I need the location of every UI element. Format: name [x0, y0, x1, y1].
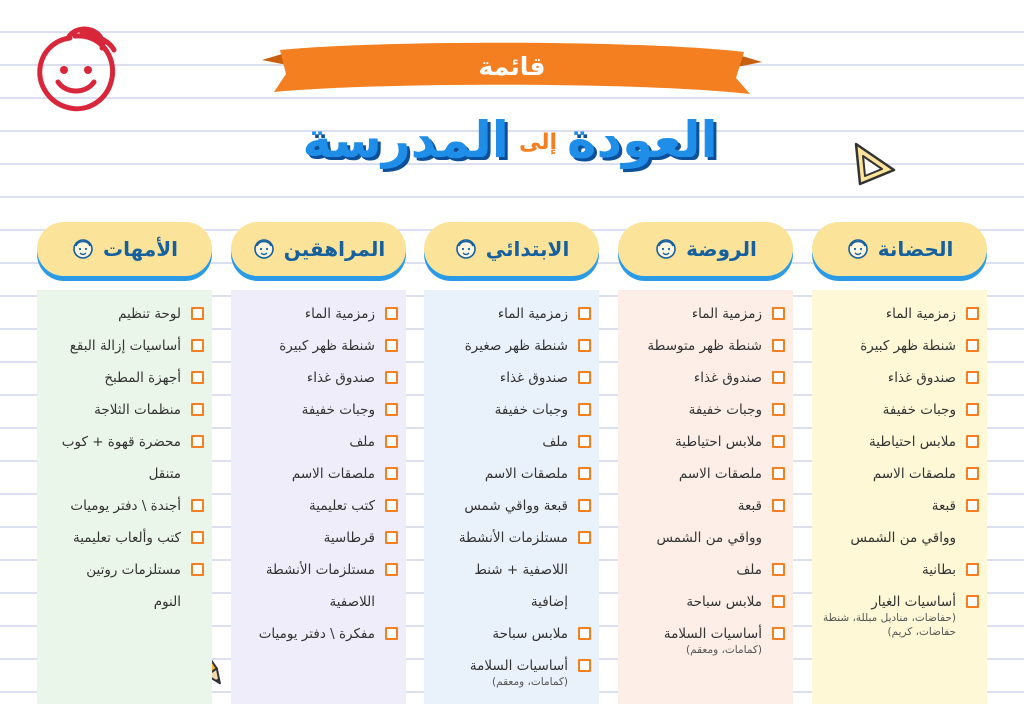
item-text: بطانية [921, 562, 956, 578]
checklist-item[interactable] [818, 490, 979, 522]
checklist-item-label [485, 458, 568, 490]
item-text: شنطة ظهر كبيرة [279, 338, 375, 354]
checklist-item[interactable] [430, 650, 591, 689]
checklist-item[interactable] [430, 618, 591, 650]
checklist-item[interactable] [43, 298, 204, 330]
item-text: شنطة ظهر صغيرة [464, 338, 568, 354]
checklist-panel [37, 290, 212, 704]
checklist-item[interactable] [43, 394, 204, 426]
page-title [200, 100, 820, 180]
item-text: منظمات الثلاجة [94, 402, 181, 418]
checkbox-icon[interactable] [578, 339, 591, 352]
checklist-item[interactable] [430, 362, 591, 394]
checklist-item-label [266, 554, 375, 586]
item-text: أساسيات إزالة البقع [69, 338, 181, 354]
column-title: الحضانة [877, 237, 954, 261]
person-face-icon [654, 237, 678, 261]
checklist-item [430, 554, 591, 586]
checklist-item[interactable] [818, 298, 979, 330]
checklist-item-label [349, 426, 375, 458]
checklist-item[interactable] [430, 426, 591, 458]
checkbox-icon[interactable] [578, 435, 591, 448]
checklist-item-label [664, 618, 762, 657]
checklist-item-label [465, 330, 568, 362]
checklist-item [624, 522, 785, 554]
checkbox-icon[interactable] [966, 339, 979, 352]
item-text: قبعة [931, 498, 956, 514]
item-text: وجبات خفيفة [494, 402, 568, 418]
item-text: زمزمية الماء [691, 306, 762, 322]
checklist-item[interactable] [237, 426, 398, 458]
item-text: مفكرة \ دفتر يوميات [258, 626, 375, 642]
checklist-item[interactable] [624, 330, 785, 362]
checkbox-icon[interactable] [385, 307, 398, 320]
person-face-icon [846, 237, 870, 261]
smiley-logo-icon [30, 26, 120, 116]
checklist-item-label [692, 298, 762, 330]
item-text: زمزمية الماء [885, 306, 956, 322]
item-text: وجبات خفيفة [882, 402, 956, 418]
checkbox-icon[interactable] [772, 595, 785, 608]
checkbox-icon[interactable] [772, 467, 785, 480]
item-text: أجندة \ دفتر يوميات [70, 498, 181, 514]
checkbox-icon[interactable] [966, 403, 979, 416]
item-text: اللاصفية [329, 594, 375, 610]
checklist-item-label [279, 330, 375, 362]
checkbox-icon[interactable] [772, 435, 785, 448]
checklist-item[interactable] [43, 426, 204, 458]
checklist-item[interactable] [624, 618, 785, 657]
person-face-icon [252, 237, 276, 261]
checklist-item[interactable] [818, 458, 979, 490]
checklist-item-label [922, 554, 956, 586]
item-text: قرطاسية [323, 530, 375, 546]
item-text: ملابس سباحة [492, 626, 568, 642]
checklist-item-label [860, 330, 956, 362]
checklist-item-label [886, 298, 956, 330]
checklist-item[interactable] [430, 394, 591, 426]
checklist-item-label [542, 426, 568, 458]
checklist-item[interactable] [237, 618, 398, 650]
checkbox-icon[interactable] [191, 435, 204, 448]
item-text: مستلزمات الأنشطة [265, 562, 375, 578]
item-subtext: (كمامات، ومعقم) [686, 644, 762, 656]
checkbox-icon[interactable] [772, 563, 785, 576]
column-header-mothers [37, 222, 212, 276]
checklist-item[interactable] [624, 298, 785, 330]
checklist-item [43, 586, 204, 618]
title-connector: إلى [518, 129, 557, 155]
checklist-item-label [818, 586, 956, 639]
checklist-item-label [686, 586, 762, 618]
checklist-item-label [154, 586, 181, 618]
checkbox-icon[interactable] [385, 339, 398, 352]
checklist-item[interactable] [818, 586, 979, 639]
checklist-item[interactable] [818, 330, 979, 362]
checkbox-icon[interactable] [385, 627, 398, 640]
checkbox-icon[interactable] [191, 403, 204, 416]
checklist-item-label [888, 362, 956, 394]
item-text: أساسيات السلامة [469, 658, 568, 674]
checklist-item-label [474, 554, 568, 586]
item-text: متنقل [148, 466, 181, 482]
item-text: أجهزة المطبخ [104, 370, 181, 386]
checklist-item-label [324, 522, 375, 554]
checklist-item[interactable] [624, 554, 785, 586]
checklist-item[interactable] [818, 554, 979, 586]
checklist-item[interactable] [624, 490, 785, 522]
checklist-item-label [470, 650, 568, 689]
checklist-item-label [932, 490, 956, 522]
item-text: شنطة ظهر متوسطة [647, 338, 762, 354]
checkbox-icon[interactable] [191, 499, 204, 512]
checklist-item[interactable] [624, 458, 785, 490]
checkbox-icon[interactable] [191, 339, 204, 352]
item-text: صندوق غذاء [499, 370, 568, 386]
item-text: النوم [153, 594, 181, 610]
item-text: قبعة [737, 498, 762, 514]
checkbox-icon[interactable] [966, 499, 979, 512]
checkbox-icon[interactable] [578, 403, 591, 416]
checklist-item [430, 586, 591, 618]
column-header-primary [424, 222, 599, 276]
checklist-item-label [302, 394, 375, 426]
item-text: كتب وألعاب تعليمية [73, 530, 181, 546]
item-text: ملصقات الاسم [678, 466, 762, 482]
checklist-item[interactable] [43, 522, 204, 554]
checklist-item[interactable] [237, 298, 398, 330]
item-text: إضافية [530, 594, 568, 610]
checklist-item-label [70, 330, 181, 362]
checklist-item-label [656, 522, 762, 554]
checklist-panel [424, 290, 599, 704]
checklist-item-label [329, 586, 375, 618]
checklist-item[interactable] [43, 490, 204, 522]
checkbox-icon[interactable] [191, 531, 204, 544]
checklist-item[interactable] [430, 298, 591, 330]
checklist-item-label [464, 490, 568, 522]
item-text: أساسيات السلامة [663, 626, 762, 642]
checkbox-icon[interactable] [385, 467, 398, 480]
item-text: قبعة وواقي شمس [464, 498, 568, 514]
checklist-item-label [305, 298, 375, 330]
item-text: ملف [349, 434, 375, 450]
checkbox-icon[interactable] [385, 499, 398, 512]
checklist-panel [231, 290, 406, 704]
checklist-item-label [86, 554, 181, 586]
checklist-item-label [679, 458, 762, 490]
item-text: صندوق غذاء [887, 370, 956, 386]
item-text: ملابس سباحة [686, 594, 762, 610]
checklist-item[interactable] [818, 362, 979, 394]
item-text: زمزمية الماء [497, 306, 568, 322]
checklist-item[interactable] [624, 586, 785, 618]
item-text: صندوق غذاء [693, 370, 762, 386]
checklist-item-label [675, 426, 762, 458]
checklist-item-label [694, 362, 762, 394]
column-header-teens [231, 222, 406, 276]
item-text: زمزمية الماء [304, 306, 375, 322]
checklist-item [43, 458, 204, 490]
item-text: محضرة قهوة + كوب [61, 434, 181, 450]
checklist-item-label [118, 298, 181, 330]
checkbox-icon[interactable] [772, 627, 785, 640]
checkbox-icon[interactable] [385, 403, 398, 416]
checklist-item-label [500, 362, 568, 394]
checkbox-icon[interactable] [966, 595, 979, 608]
checklist-item-label [307, 362, 375, 394]
item-text: وجبات خفيفة [301, 402, 375, 418]
checklist-panel [618, 290, 793, 704]
checklist-panel [812, 290, 987, 704]
item-text: شنطة ظهر كبيرة [860, 338, 956, 354]
column-title: الابتدائي [485, 237, 570, 261]
item-subtext: (كمامات، ومعقم) [492, 676, 568, 688]
item-text: اللاصفية + شنط [474, 562, 568, 578]
checklist-item-label [869, 426, 956, 458]
checkbox-icon[interactable] [966, 307, 979, 320]
checkbox-icon[interactable] [772, 499, 785, 512]
item-text: ملصقات الاسم [291, 466, 375, 482]
person-face-icon [71, 237, 95, 261]
checkbox-icon[interactable] [966, 371, 979, 384]
checkbox-icon[interactable] [966, 435, 979, 448]
item-text: لوحة تنظيم [118, 306, 181, 322]
item-text: وواقي من الشمس [656, 530, 762, 546]
title-word-school: المدرسة [302, 111, 509, 169]
item-text: مستلزمات الأنشطة [458, 530, 568, 546]
checklist-item[interactable] [818, 426, 979, 458]
item-text: ملصقات الاسم [484, 466, 568, 482]
checklist-item-label [259, 618, 375, 650]
checklist-item[interactable] [237, 458, 398, 490]
checklist-item-label [94, 394, 181, 426]
checklist-item[interactable] [430, 490, 591, 522]
item-text: أساسيات الغيار [871, 594, 956, 610]
triangle-ruler-icon [850, 140, 898, 188]
checkbox-icon[interactable] [772, 307, 785, 320]
checklist-item-label [850, 522, 956, 554]
item-text: صندوق غذاء [306, 370, 375, 386]
checklist-item[interactable] [237, 330, 398, 362]
checkbox-icon[interactable] [191, 307, 204, 320]
checklist-item-label [459, 522, 568, 554]
checklist-item[interactable] [430, 458, 591, 490]
checkbox-icon[interactable] [578, 467, 591, 480]
checklist-item-label [498, 298, 568, 330]
checkbox-icon[interactable] [578, 627, 591, 640]
item-text: ملابس احتياطية [675, 434, 762, 450]
checklist-item-label [736, 554, 762, 586]
item-subtext: (حفاضات، مناديل مبللة، شنطة حفاضات، كريم) [822, 612, 956, 638]
checklist-item-label [873, 458, 956, 490]
ribbon-label: قائمة [478, 52, 546, 81]
column-header-nursery [812, 222, 987, 276]
checkbox-icon[interactable] [966, 563, 979, 576]
checklist-item[interactable] [818, 394, 979, 426]
column-header-kindergarten [618, 222, 793, 276]
column-title: الروضة [686, 237, 757, 261]
checklist-item[interactable] [430, 522, 591, 554]
checklist-item[interactable] [237, 362, 398, 394]
checkbox-icon[interactable] [772, 403, 785, 416]
item-text: مستلزمات روتين [86, 562, 181, 578]
checklist-item-label [292, 458, 375, 490]
checklist-item[interactable] [43, 362, 204, 394]
checkbox-icon[interactable] [385, 563, 398, 576]
checklist-item[interactable] [237, 490, 398, 522]
checkbox-icon[interactable] [385, 531, 398, 544]
checkbox-icon[interactable] [772, 339, 785, 352]
checkbox-icon[interactable] [385, 371, 398, 384]
title-word-return: العودة [567, 111, 718, 169]
checkbox-icon[interactable] [966, 467, 979, 480]
checklist-item-label [73, 522, 181, 554]
checklist-item [237, 586, 398, 618]
checklist-item[interactable] [430, 330, 591, 362]
checklist-item[interactable] [237, 554, 398, 586]
checklist-item-label [492, 618, 568, 650]
checklist-item[interactable] [43, 330, 204, 362]
checklist-item[interactable] [43, 554, 204, 586]
checkbox-icon[interactable] [191, 563, 204, 576]
checklist-item-label [495, 394, 568, 426]
checkbox-icon[interactable] [578, 659, 591, 672]
checkbox-icon[interactable] [578, 499, 591, 512]
checklist-item[interactable] [237, 394, 398, 426]
checklist-item [818, 522, 979, 554]
checkbox-icon[interactable] [578, 531, 591, 544]
checklist-item-label [738, 490, 762, 522]
checkbox-icon[interactable] [385, 435, 398, 448]
person-face-icon [454, 237, 478, 261]
checkbox-icon[interactable] [578, 371, 591, 384]
item-text: ملصقات الاسم [872, 466, 956, 482]
checklist-item-label [70, 490, 181, 522]
column-title: المراهقين [283, 237, 386, 261]
checklist-item-label [689, 394, 762, 426]
checklist-item[interactable] [624, 426, 785, 458]
item-text: ملابس احتياطية [869, 434, 956, 450]
column-title: الأمهات [103, 237, 178, 261]
checklist-item-label [309, 490, 375, 522]
checklist-item-label [647, 330, 762, 362]
checklist-item[interactable] [237, 522, 398, 554]
checklist-item-label [531, 586, 568, 618]
item-text: كتب تعليمية [309, 498, 375, 514]
checklist-item[interactable] [624, 394, 785, 426]
checklist-item-label [104, 362, 181, 394]
item-text: وواقي من الشمس [850, 530, 956, 546]
item-text: ملف [736, 562, 762, 578]
checklist-item-label [62, 426, 181, 458]
checklist-item-label [883, 394, 956, 426]
checkbox-icon[interactable] [578, 307, 591, 320]
checkbox-icon[interactable] [191, 371, 204, 384]
item-text: ملف [542, 434, 568, 450]
checkbox-icon[interactable] [772, 371, 785, 384]
checklist-item[interactable] [624, 362, 785, 394]
checklist-item-label [149, 458, 181, 490]
item-text: وجبات خفيفة [688, 402, 762, 418]
